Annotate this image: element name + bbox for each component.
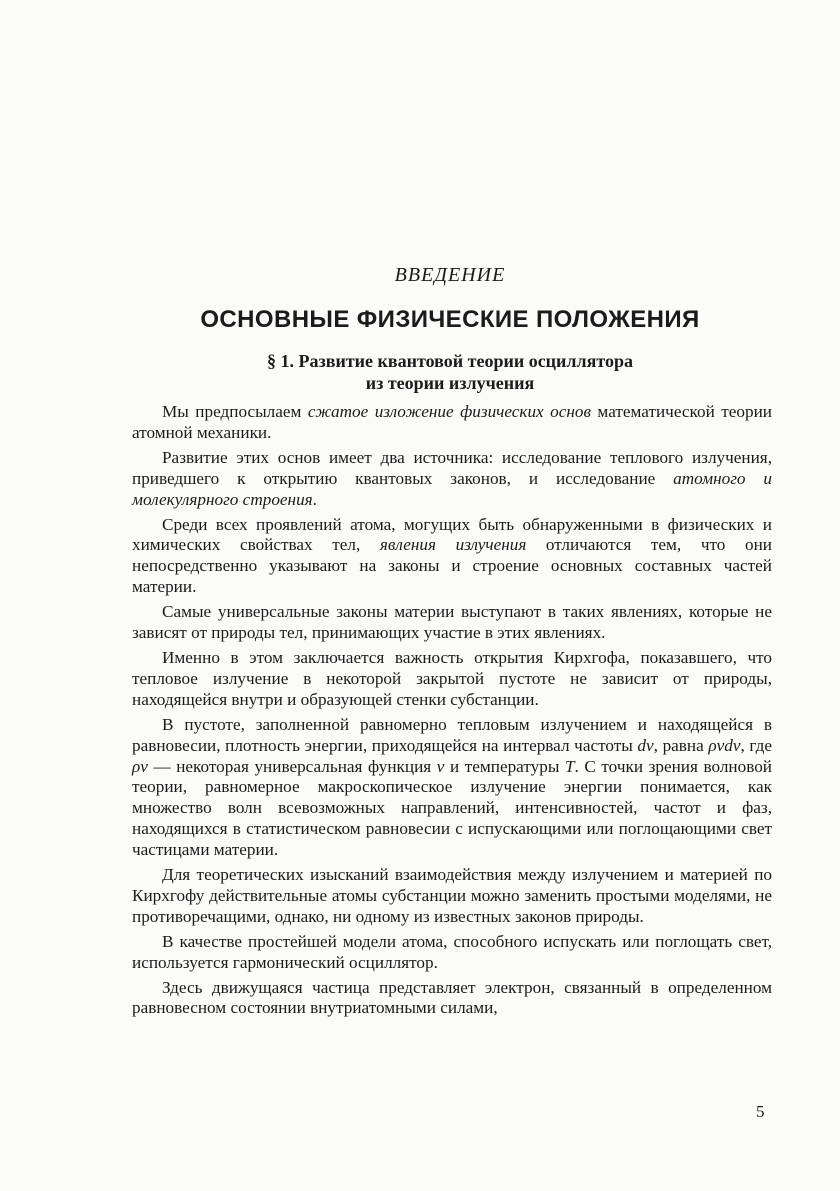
text-run: отличаются тем, что они непосредственно указывают на законы и строение основных составных частей материи. — [132, 535, 772, 597]
text-run: , где — [740, 735, 772, 755]
text-run: , равна — [653, 735, 709, 755]
section-heading-line-1: § 1. Развитие квантовой теории осциллятора — [267, 351, 633, 371]
text-run: — некоторая универсальная функция — [147, 756, 437, 776]
text-run: В пустоте, заполненной равномерно тепловым излучением и находящейся в равновесии, плотность энергии, приходящейся на интервал частоты — [132, 714, 772, 755]
page-number: 5 — [756, 1102, 765, 1121]
text-run: Развитие этих основ имеет два источника: исследование теплового излучения, приведшего к открытию квантовых законов, и исследование — [132, 447, 772, 488]
paragraph-4: Самые универсальные законы материи выступают в таких явлениях, которые не зависят от природы тел, принимающих участие в этих явлениях. — [132, 602, 772, 643]
body-text — [132, 402, 772, 1023]
chapter-title: ОСНОВНЫЕ ФИЗИЧЕСКИЕ ПОЛОЖЕНИЯ — [200, 306, 700, 333]
math: ν — [436, 756, 445, 776]
text-run: и температуры — [444, 756, 565, 776]
paragraph-6 — [132, 715, 772, 861]
section-heading-line-2: из теории излучения — [365, 373, 535, 393]
text-run: . С точки зрения волновой теории, равномерное макроскопическое излучение энергии понимается, как множество волн всевозможных направлений, интенсивностей, частот и фаз, находящихся в статистическом равновесии с испускающими или поглощающими свет частицами материи. — [132, 756, 772, 860]
emphasis: явления излучения — [379, 535, 527, 555]
paragraph-7: Для теоретических изысканий взаимодействия между излучением и материей по Кирхгофу действительные атомы субстанции можно заменить простыми моделями, не противоречащими, однако, ни одному из известных законов природы. — [132, 865, 772, 926]
text-run: математической теории атомной механики. — [132, 402, 772, 442]
math: dν — [637, 735, 654, 755]
text-run: Мы предпосылаем — [162, 402, 308, 421]
paragraph-1 — [132, 402, 772, 444]
section-heading — [0, 350, 840, 394]
text-run: . — [312, 489, 317, 509]
text-run: Среди всех проявлений атома, могущих быть обнаруженными в физических и химических свойствах тел, — [132, 514, 772, 555]
chapter-kicker: ВВЕДЕНИЕ — [394, 264, 506, 286]
paragraph-9: Здесь движущаяся частица представляет электрон, связанный в определенном равновесном состоянии внутриатомными силами, — [132, 977, 772, 1018]
math: T — [564, 756, 575, 776]
paragraph-2 — [132, 448, 772, 511]
paragraph-8: В качестве простейшей модели атома, способного испускать или поглощать свет, используется гармонический осциллятор. — [132, 931, 772, 972]
paragraph-3 — [132, 515, 772, 599]
paragraph-5: Именно в этом заключается важность открытия Кирхгофа, показавшего, что тепловое излучение в некоторой закрытой пустоте не зависит от природы, находящейся внутри и образующей стенки субстанции. — [132, 647, 772, 709]
emphasis: атомного и молекулярного строения — [132, 468, 772, 509]
math: ρνdν — [708, 735, 741, 755]
math: ρν — [132, 756, 148, 776]
emphasis: сжатое изложение физических основ — [307, 402, 591, 421]
